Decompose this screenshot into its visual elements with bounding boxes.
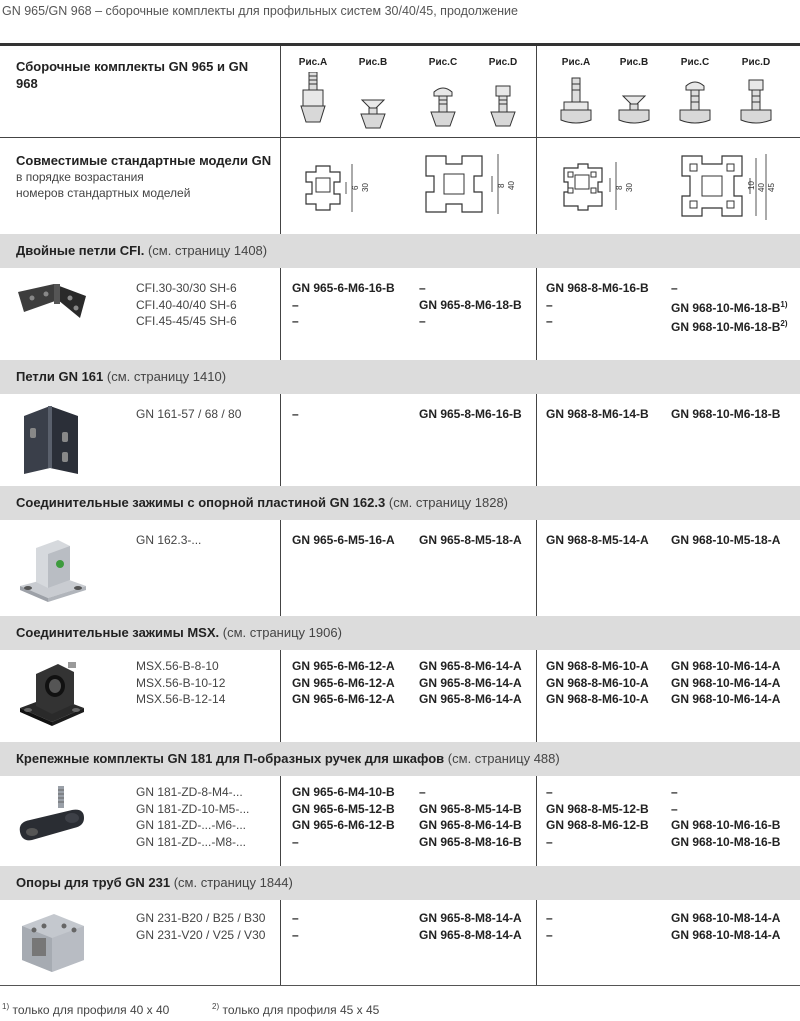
model-name: CFI.45-45/45 SH-6	[136, 314, 237, 328]
codes-col-968-40	[671, 280, 788, 336]
model-name: GN 162.3-...	[136, 533, 202, 547]
section-band-cfi	[0, 234, 800, 268]
divider	[280, 46, 281, 234]
fig-965-a	[283, 57, 343, 130]
header-figures-row	[0, 46, 800, 138]
section-title: Петли GN 161	[16, 369, 104, 384]
code-cell: GN 965-6-M6-12-B	[292, 818, 395, 832]
screw-b-icon	[617, 72, 651, 130]
profile-dim-a: 8	[497, 183, 506, 188]
profile-40-icon	[420, 146, 526, 228]
code-cell	[671, 297, 788, 317]
model-name: GN 181-ZD-8-M4-...	[136, 785, 243, 799]
code-cell: –	[292, 834, 299, 849]
section-title: Соединительные зажимы с опорной пластиной GN 162.3	[16, 495, 386, 510]
footnote-2	[212, 1002, 379, 1017]
code-cell: –	[546, 834, 553, 849]
code-cell: GN 965-6-M6-12-A	[292, 675, 395, 690]
code-cell: GN 968-10-M8-14-A	[671, 927, 781, 942]
clamp-plate-image	[14, 528, 92, 608]
divider	[280, 900, 281, 985]
section-ref: (см. страницу 1906)	[222, 625, 342, 640]
screw-a-icon	[559, 72, 593, 130]
code-cell: –	[546, 297, 553, 312]
fig-968-b	[604, 57, 664, 130]
code-cell: GN 965-8-M6-14-B	[419, 818, 522, 832]
divider	[536, 520, 537, 616]
profile-dim-b: 40	[757, 183, 766, 192]
codes-col-965-30	[292, 406, 299, 423]
codes-col-968-30	[546, 784, 649, 850]
model-name: CFI.30-30/30 SH-6	[136, 281, 237, 295]
code-cell: –	[419, 314, 426, 328]
model-name: GN 181-ZD-...-M6-...	[136, 818, 247, 832]
divider	[280, 268, 281, 360]
codes-col-965-30	[292, 532, 395, 549]
code-cell: GN 968-10-M5-18-A	[671, 533, 781, 547]
section-models	[136, 406, 241, 423]
section-ref: (см. страницу 1408)	[147, 243, 268, 258]
model-name: GN 181-ZD-...-M8-...	[136, 834, 247, 849]
section-ref: (см. страницу 1844)	[173, 875, 293, 890]
codes-col-968-40	[671, 784, 780, 850]
code-cell: GN 968-10-M6-18-B	[671, 407, 781, 421]
code-cell: –	[546, 927, 553, 942]
profile-dim-b: 30	[625, 183, 634, 192]
codes-col-968-40	[671, 532, 780, 549]
fig-label: Рис.A	[561, 57, 591, 68]
code-cell: GN 968-8-M6-10-A	[546, 675, 649, 690]
code-cell: –	[671, 785, 678, 799]
section-models	[136, 658, 225, 708]
divider	[280, 650, 281, 742]
codes-col-968-40	[671, 910, 780, 943]
screw-d-icon	[739, 72, 773, 130]
fig-965-d	[473, 57, 533, 130]
fig-label: Рис.C	[680, 57, 710, 68]
section-band-gn162	[0, 486, 800, 520]
tube-clamp-image	[14, 904, 92, 982]
codes-col-965-40	[419, 280, 522, 330]
model-name: GN 231-V20 / V25 / V30	[136, 927, 266, 942]
fig-968-a	[546, 57, 606, 130]
section-body-gn231	[0, 900, 800, 985]
code-cell: –	[292, 297, 299, 312]
screw-d-icon	[488, 72, 518, 130]
codes-col-965-30	[292, 658, 395, 708]
code-cell: GN 968-8-M6-10-A	[546, 692, 649, 706]
code-cell: GN 968-10-M8-16-B	[671, 834, 781, 849]
code-cell	[671, 316, 788, 336]
page-header: GN 965/GN 968 – сборочные комплекты для профильных систем 30/40/45, продолжение	[2, 4, 518, 18]
section-ref: (см. страницу 488)	[447, 751, 560, 766]
code-cell: GN 965-8-M5-18-A	[419, 533, 522, 547]
codes-col-965-40	[419, 532, 522, 549]
profile-dim-a: 6	[351, 185, 360, 190]
code-cell: GN 965-8-M6-14-A	[419, 659, 522, 673]
codes-col-968-40	[671, 658, 780, 708]
section-body-msx	[0, 650, 800, 742]
fig-label: Рис.B	[619, 57, 649, 68]
code-cell: –	[292, 407, 299, 421]
section-body-gn161	[0, 394, 800, 486]
code-cell: GN 968-8-M6-10-A	[546, 659, 649, 673]
footnote-marker: 1)	[780, 299, 788, 309]
code-cell: GN 965-6-M5-16-A	[292, 533, 395, 547]
codes-col-968-30	[546, 280, 649, 330]
footnote-1	[2, 1002, 169, 1017]
code-cell: GN 968-10-M6-14-A	[671, 692, 781, 706]
divider	[536, 394, 537, 486]
profile-30-icon	[296, 154, 388, 224]
profile-dim-b: 30	[361, 183, 370, 192]
profile-45-icon	[676, 146, 792, 230]
model-name: MSX.56-B-8-10	[136, 659, 219, 673]
code-cell: GN 968-8-M6-16-B	[546, 281, 649, 295]
screw-c-icon	[428, 72, 458, 130]
codes-col-965-40	[419, 658, 522, 708]
divider	[536, 268, 537, 360]
compat-title: Совместимые стандартные модели GN	[16, 153, 272, 168]
divider	[280, 776, 281, 866]
section-title: Опоры для труб GN 231	[16, 875, 171, 890]
code-cell: –	[419, 785, 426, 799]
double-hinge-image	[14, 278, 92, 330]
footnote-mark: 2)	[212, 1002, 220, 1011]
codes-col-968-40	[671, 406, 780, 423]
code-cell: GN 968-8-M5-14-A	[546, 533, 649, 547]
codes-col-968-30	[546, 658, 649, 708]
section-band-gn231	[0, 866, 800, 900]
code-cell: GN 965-6-M6-12-A	[292, 659, 395, 673]
code-cell: GN 968-10-M8-14-A	[671, 911, 781, 925]
code-cell: –	[292, 911, 299, 925]
section-body-cfi	[0, 268, 800, 360]
model-name: MSX.56-B-12-14	[136, 692, 226, 706]
divider	[536, 776, 537, 866]
code-text: GN 968-10-M6-18-B	[671, 320, 781, 334]
code-cell: GN 965-8-M5-14-B	[419, 801, 522, 816]
code-cell: –	[546, 785, 553, 799]
code-cell: GN 965-8-M6-14-A	[419, 675, 522, 690]
code-cell: GN 965-8-M8-14-A	[419, 927, 522, 942]
code-cell: –	[292, 314, 299, 328]
fig-label: Рис.D	[488, 57, 518, 68]
fig-label: Рис.C	[428, 57, 458, 68]
section-title: Соединительные зажимы MSX.	[16, 625, 220, 640]
code-cell: GN 968-10-M6-14-A	[671, 675, 781, 690]
code-cell: GN 968-8-M6-14-B	[546, 407, 649, 421]
profile-30b-icon	[558, 154, 650, 224]
screw-c-icon	[678, 72, 712, 130]
section-band-gn181	[0, 742, 800, 776]
section-title: Крепежные комплекты GN 181 для П-образных ручек для шкафов	[16, 751, 445, 766]
code-cell: GN 965-8-M8-16-B	[419, 834, 522, 849]
msx-clamp-image	[14, 656, 92, 736]
model-name: MSX.56-B-10-12	[136, 675, 226, 690]
code-cell: GN 965-6-M4-10-B	[292, 785, 395, 799]
code-cell: –	[292, 927, 299, 942]
code-cell: –	[546, 314, 553, 328]
code-cell: GN 965-8-M6-16-B	[419, 407, 522, 421]
divider	[280, 394, 281, 486]
footnote-text: только для профиля 40 x 40	[12, 1003, 170, 1017]
section-models	[136, 784, 249, 850]
section-models	[136, 532, 201, 549]
compat-subtitle-1: в порядке возрастания	[16, 170, 144, 184]
section-models	[136, 280, 237, 330]
codes-col-965-40	[419, 784, 522, 850]
code-cell: GN 965-8-M8-14-A	[419, 911, 522, 925]
fig-label: Рис.D	[741, 57, 771, 68]
fig-965-c	[413, 57, 473, 130]
codes-col-968-30	[546, 910, 553, 943]
section-title: Двойные петли CFI.	[16, 243, 145, 258]
section-models	[136, 910, 265, 943]
section-ref: (см. страницу 1828)	[388, 495, 509, 510]
codes-col-965-40	[419, 406, 522, 423]
codes-col-965-30	[292, 910, 299, 943]
fig-965-b	[343, 57, 403, 130]
codes-col-965-40	[419, 910, 522, 943]
header-profiles-row	[0, 138, 800, 234]
section-band-gn161	[0, 360, 800, 394]
fig-label: Рис.B	[358, 57, 388, 68]
codes-col-968-30	[546, 532, 649, 549]
section-body-gn181	[0, 776, 800, 866]
screw-b-icon	[358, 72, 388, 130]
model-name: CFI.40-40/40 SH-6	[136, 297, 237, 312]
profile-dim-a: 8	[615, 185, 624, 190]
codes-col-965-30	[292, 784, 395, 850]
code-cell: –	[671, 801, 678, 816]
code-cell: GN 968-8-M5-12-B	[546, 801, 649, 816]
code-cell: GN 965-8-M6-18-B	[419, 297, 522, 312]
fig-label: Рис.A	[298, 57, 328, 68]
bottom-rule	[0, 985, 800, 986]
profile-dim-c: 45	[767, 183, 776, 192]
footnote-text: только для профиля 45 x 45	[222, 1003, 380, 1017]
model-name: GN 231-B20 / B25 / B30	[136, 911, 266, 925]
profile-dim-b: 40	[507, 181, 516, 190]
footnote-marker: 2)	[780, 319, 788, 328]
code-cell: GN 968-10-M6-16-B	[671, 818, 781, 832]
code-cell: GN 968-10-M6-14-A	[671, 659, 781, 673]
profile-dim-a: 10	[747, 181, 756, 190]
fig-968-d	[726, 57, 786, 130]
model-name: GN 161-57 / 68 / 80	[136, 407, 242, 421]
code-cell: GN 965-6-M5-12-B	[292, 801, 395, 816]
footnote-mark: 1)	[2, 1002, 10, 1011]
divider	[536, 900, 537, 985]
code-cell: GN 968-8-M6-12-B	[546, 818, 649, 832]
compat-subtitle-2: номеров стандартных моделей	[16, 186, 191, 200]
codes-col-968-30	[546, 406, 649, 423]
code-text: GN 968-10-M6-18-B	[671, 300, 781, 315]
fastening-set-image	[14, 782, 92, 862]
screw-a-icon	[298, 72, 328, 130]
code-cell: GN 965-6-M6-12-A	[292, 692, 395, 706]
section-body-gn162	[0, 520, 800, 616]
hinge-image	[14, 402, 92, 480]
divider	[536, 46, 537, 234]
code-cell: GN 965-8-M6-14-A	[419, 692, 522, 706]
divider	[280, 520, 281, 616]
fig-968-c	[665, 57, 725, 130]
codes-col-965-30	[292, 280, 395, 330]
code-cell: –	[419, 281, 426, 295]
section-ref: (см. страницу 1410)	[106, 369, 227, 384]
divider	[536, 650, 537, 742]
code-cell: GN 965-6-M6-16-B	[292, 281, 395, 295]
code-cell: –	[671, 281, 678, 295]
section-band-msx	[0, 616, 800, 650]
code-cell: –	[546, 911, 553, 925]
header-title: Сборочные комплекты GN 965 и GN 968	[16, 59, 249, 91]
model-name: GN 181-ZD-10-M5-...	[136, 801, 250, 816]
